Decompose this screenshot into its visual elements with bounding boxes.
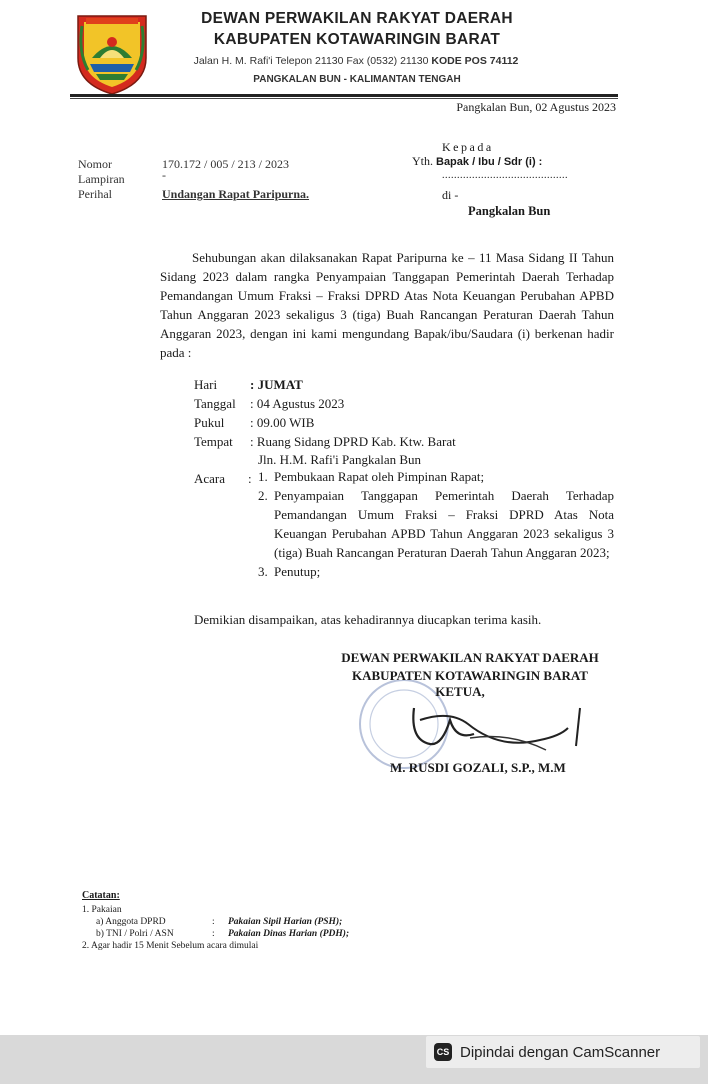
- notes-b-colon: :: [212, 929, 215, 939]
- letterhead-title: DEWAN PERWAKILAN RAKYAT DAERAH: [201, 10, 513, 27]
- lampiran-value: -: [162, 168, 166, 182]
- pukul-value: : 09.00 WIB: [250, 415, 315, 430]
- lampiran-label: Lampiran: [78, 172, 125, 186]
- acara-item: [258, 486, 614, 562]
- notes-a-colon: :: [212, 917, 215, 927]
- acara-text: Pembukaan Rapat oleh Pimpinan Rapat;: [274, 469, 485, 484]
- camscanner-text: Dipindai dengan CamScanner: [460, 1043, 661, 1061]
- address-text: Jalan H. M. Rafi'i Telepon 21130 Fax (0532) 21130: [193, 55, 429, 67]
- perihal-label: Perihal: [78, 187, 112, 201]
- acara-text: Penutup;: [274, 564, 321, 579]
- signatory-name: M. RUSDI GOZALI, S.P., M.M: [390, 760, 566, 775]
- pukul-label: Pukul: [194, 415, 225, 430]
- perihal-value: Undangan Rapat Paripurna.: [162, 187, 310, 201]
- acara-colon: :: [248, 471, 252, 486]
- acara-num: 2.: [258, 488, 268, 503]
- tempat-address: Jln. H.M. Rafi'i Pangkalan Bun: [258, 452, 422, 467]
- tempat-value: : Ruang Sidang DPRD Kab. Ktw. Barat: [250, 434, 456, 449]
- kepada-label: Kepada: [442, 140, 494, 154]
- hari-value: : JUMAT: [250, 377, 303, 392]
- acara-item: [258, 467, 614, 486]
- yth-prefix: Yth.: [412, 154, 433, 168]
- postcode-text: KODE POS 74112: [431, 55, 519, 67]
- hari-label: Hari: [194, 377, 218, 392]
- notes-b-value: Pakaian Dinas Harian (PDH);: [228, 929, 350, 939]
- letterhead-address: [164, 55, 548, 67]
- addressee-blank: ..........................................: [442, 170, 568, 181]
- di-label: di -: [442, 188, 459, 202]
- notes-a-value: Pakaian Sipil Harian (PSH);: [228, 917, 343, 927]
- notes-item-1: 1. Pakaian: [82, 905, 122, 915]
- signature-org-line1: DEWAN PERWAKILAN RAKYAT DAERAH: [341, 650, 599, 665]
- acara-num: 1.: [258, 469, 268, 484]
- yth-text: Bapak / Ibu / Sdr (i) :: [436, 156, 543, 168]
- letterhead-rule-thick: [70, 94, 618, 97]
- signatory-title: KETUA,: [435, 684, 485, 699]
- camscanner-watermark: [426, 1036, 700, 1068]
- acara-list: [258, 467, 614, 581]
- body-paragraph: Sehubungan akan dilaksanakan Rapat Paripurna ke – 11 Masa Sidang II Tahun Sidang 2023 dalam rangka Penyampaian Tanggapan Pemerintah Daerah Terhadap Pemandangan Umum Fraksi – Fraksi DPRD Atas Nota Keuangan Perubahan APBD Tahun Anggaran 2023 sekaligus 3 (tiga) Buah Rancangan Peraturan Daerah Tahun Anggaran 2023, dengan ini kami mengundang Bapak/ibu/Saudara (i) berkenan hadir pada :: [160, 250, 614, 360]
- acara-text: Penyampaian Tanggapan Pemerintah Daerah Terhadap Pemandangan Umum Fraksi – Fraksi DPRD Atas Nota Keuangan Perubahan APBD Tahun Anggaran 2023 sekaligus 3 (tiga) Buah Rancangan Peraturan Daerah Tahun Anggaran 2023;: [274, 488, 614, 560]
- camscanner-icon: CS: [434, 1043, 452, 1061]
- acara-num: 3.: [258, 564, 268, 579]
- closing-sentence: Demikian disampaikan, atas kehadirannya diucapkan terima kasih.: [194, 612, 542, 627]
- letterhead-subtitle: KABUPATEN KOTAWARINGIN BARAT: [213, 31, 501, 48]
- nomor-label: Nomor: [78, 157, 112, 171]
- acara-label: Acara: [194, 471, 226, 486]
- signature-org-line2: KABUPATEN KOTAWARINGIN BARAT: [352, 668, 588, 683]
- letterhead-rule-thin: [70, 98, 618, 99]
- letterhead-city: PANGKALAN BUN - KALIMANTAN TENGAH: [253, 74, 461, 85]
- letter-date: Pangkalan Bun, 02 Agustus 2023: [456, 100, 616, 114]
- tanggal-label: Tanggal: [194, 396, 236, 411]
- notes-a-label: a) Anggota DPRD: [96, 917, 166, 927]
- acara-item: [258, 562, 614, 581]
- destination-city: Pangkalan Bun: [468, 204, 551, 218]
- notes-item-2: 2. Agar hadir 15 Menit Sebelum acara dimulai: [82, 941, 259, 951]
- regency-emblem-logo: [74, 12, 150, 96]
- nomor-value: 170.172 / 005 / 213 / 2023: [162, 157, 290, 171]
- tempat-label: Tempat: [194, 434, 233, 449]
- notes-heading: Catatan:: [82, 890, 120, 901]
- addressee-line: [412, 154, 542, 169]
- notes-b-label: b) TNI / Polri / ASN: [96, 929, 174, 939]
- tanggal-value: : 04 Agustus 2023: [250, 396, 345, 411]
